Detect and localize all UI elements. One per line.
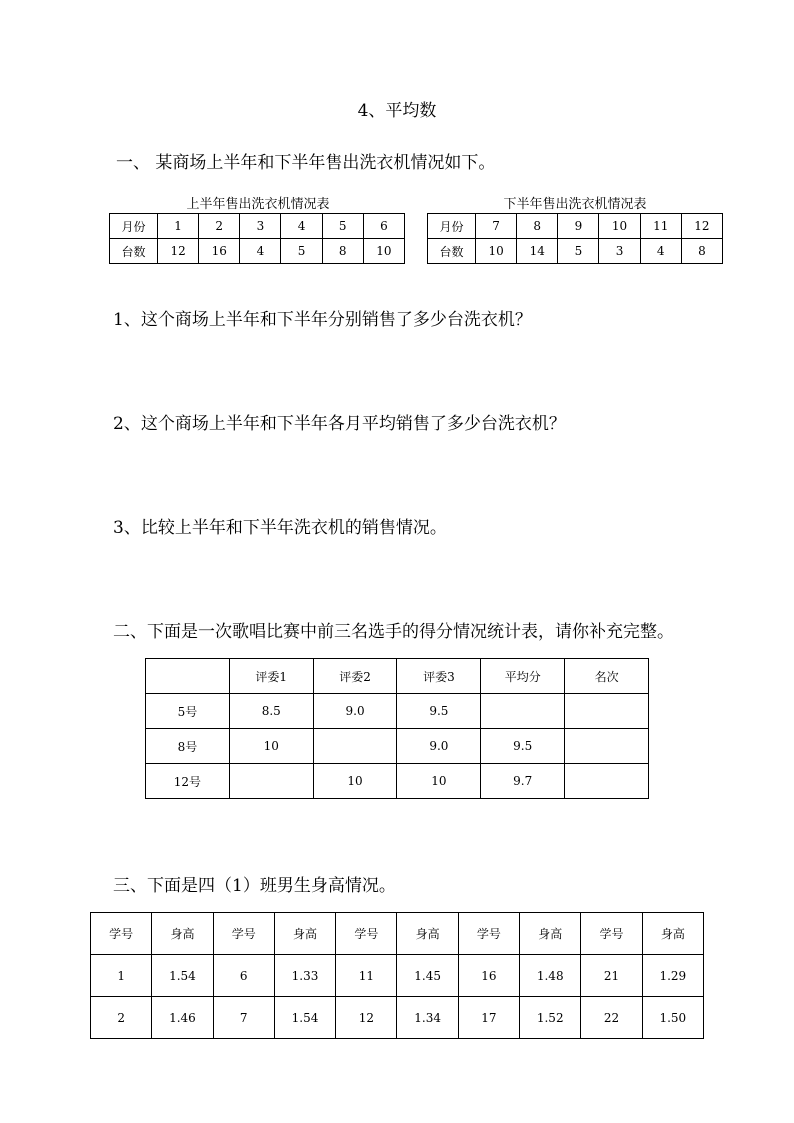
header-cell: 身高	[520, 913, 581, 955]
table-header-row	[146, 659, 649, 694]
header-cell: 平均分	[481, 659, 565, 694]
student-id-cell: 22	[581, 997, 642, 1039]
count-cell: 10	[476, 239, 517, 264]
table-row	[91, 955, 704, 997]
table-row	[146, 764, 649, 799]
student-id-cell: 11	[336, 955, 397, 997]
student-id-cell: 16	[458, 955, 519, 997]
score-table	[145, 658, 649, 799]
count-cell: 12	[158, 239, 199, 264]
average-cell: 9.5	[481, 729, 565, 764]
header-cell: 评委2	[313, 659, 397, 694]
page-title: 4、平均数	[357, 101, 437, 121]
height-cell: 1.50	[642, 997, 703, 1039]
contestant-cell: 12号	[146, 764, 230, 799]
month-cell: 5	[322, 214, 363, 239]
table-row	[91, 997, 704, 1039]
score-cell	[229, 764, 313, 799]
header-cell: 评委3	[397, 659, 481, 694]
month-cell: 12	[681, 214, 722, 239]
student-id-cell: 17	[458, 997, 519, 1039]
height-table	[90, 912, 704, 1039]
average-cell	[481, 694, 565, 729]
table-row	[110, 214, 405, 239]
height-cell: 1.52	[520, 997, 581, 1039]
month-cell: 7	[476, 214, 517, 239]
month-cell: 2	[199, 214, 240, 239]
table-row	[146, 729, 649, 764]
question-2: 2、这个商场上半年和下半年各月平均销售了多少台洗衣机？	[113, 414, 566, 434]
header-cell: 学号	[458, 913, 519, 955]
height-cell: 1.29	[642, 955, 703, 997]
average-cell: 9.7	[481, 764, 565, 799]
student-id-cell: 12	[336, 997, 397, 1039]
height-cell: 1.34	[397, 997, 458, 1039]
count-cell: 5	[281, 239, 322, 264]
header-cell	[146, 659, 230, 694]
section2-heading: 二、下面是一次歌唱比赛中前三名选手的得分情况统计表，请你补充完整。	[113, 622, 674, 642]
header-cell: 身高	[397, 913, 458, 955]
question-1: 1、这个商场上半年和下半年分别销售了多少台洗衣机？	[113, 310, 532, 330]
student-id-cell: 2	[91, 997, 152, 1039]
header-cell: 名次	[565, 659, 649, 694]
score-cell	[313, 729, 397, 764]
question-3: 3、比较上半年和下半年洗衣机的销售情况。	[113, 518, 447, 538]
height-cell: 1.54	[274, 997, 335, 1039]
rank-cell	[565, 729, 649, 764]
count-cell: 8	[681, 239, 722, 264]
height-cell: 1.54	[152, 955, 213, 997]
count-cell: 4	[240, 239, 281, 264]
height-cell: 1.48	[520, 955, 581, 997]
month-cell: 6	[363, 214, 404, 239]
month-cell: 8	[517, 214, 558, 239]
score-cell: 9.0	[397, 729, 481, 764]
table-first-half	[109, 213, 405, 264]
header-cell: 学号	[213, 913, 274, 955]
count-cell: 8	[322, 239, 363, 264]
height-cell: 1.46	[152, 997, 213, 1039]
score-cell: 9.0	[313, 694, 397, 729]
table-second-half-caption: 下半年售出洗衣机情况表	[503, 197, 647, 212]
score-cell: 10	[397, 764, 481, 799]
table-row	[428, 214, 723, 239]
section3-heading: 三、下面是四（1）班男生身高情况。	[113, 876, 396, 896]
contestant-cell: 5号	[146, 694, 230, 729]
student-id-cell: 1	[91, 955, 152, 997]
header-cell: 身高	[642, 913, 703, 955]
month-cell: 9	[558, 214, 599, 239]
height-cell: 1.45	[397, 955, 458, 997]
student-id-cell: 6	[213, 955, 274, 997]
table-row	[146, 694, 649, 729]
row-label-month: 月份	[110, 214, 158, 239]
count-cell: 5	[558, 239, 599, 264]
score-cell: 8.5	[229, 694, 313, 729]
month-cell: 1	[158, 214, 199, 239]
row-label-count: 台数	[428, 239, 476, 264]
table-row	[110, 239, 405, 264]
header-cell: 学号	[581, 913, 642, 955]
header-cell: 身高	[152, 913, 213, 955]
count-cell: 4	[640, 239, 681, 264]
row-label-month: 月份	[428, 214, 476, 239]
rank-cell	[565, 764, 649, 799]
score-cell: 10	[229, 729, 313, 764]
month-cell: 3	[240, 214, 281, 239]
row-label-count: 台数	[110, 239, 158, 264]
header-cell: 学号	[336, 913, 397, 955]
month-cell: 10	[599, 214, 640, 239]
rank-cell	[565, 694, 649, 729]
month-cell: 11	[640, 214, 681, 239]
header-cell: 评委1	[229, 659, 313, 694]
header-cell: 学号	[91, 913, 152, 955]
student-id-cell: 21	[581, 955, 642, 997]
score-cell: 10	[313, 764, 397, 799]
header-cell: 身高	[274, 913, 335, 955]
table-second-half	[427, 213, 723, 264]
table-header-row	[91, 913, 704, 955]
height-cell: 1.33	[274, 955, 335, 997]
count-cell: 10	[363, 239, 404, 264]
count-cell: 14	[517, 239, 558, 264]
contestant-cell: 8号	[146, 729, 230, 764]
month-cell: 4	[281, 214, 322, 239]
table-first-half-caption: 上半年售出洗衣机情况表	[186, 197, 330, 212]
table-row	[428, 239, 723, 264]
score-cell: 9.5	[397, 694, 481, 729]
student-id-cell: 7	[213, 997, 274, 1039]
section1-heading: 一、 某商场上半年和下半年售出洗衣机情况如下。	[116, 153, 496, 173]
count-cell: 16	[199, 239, 240, 264]
count-cell: 3	[599, 239, 640, 264]
